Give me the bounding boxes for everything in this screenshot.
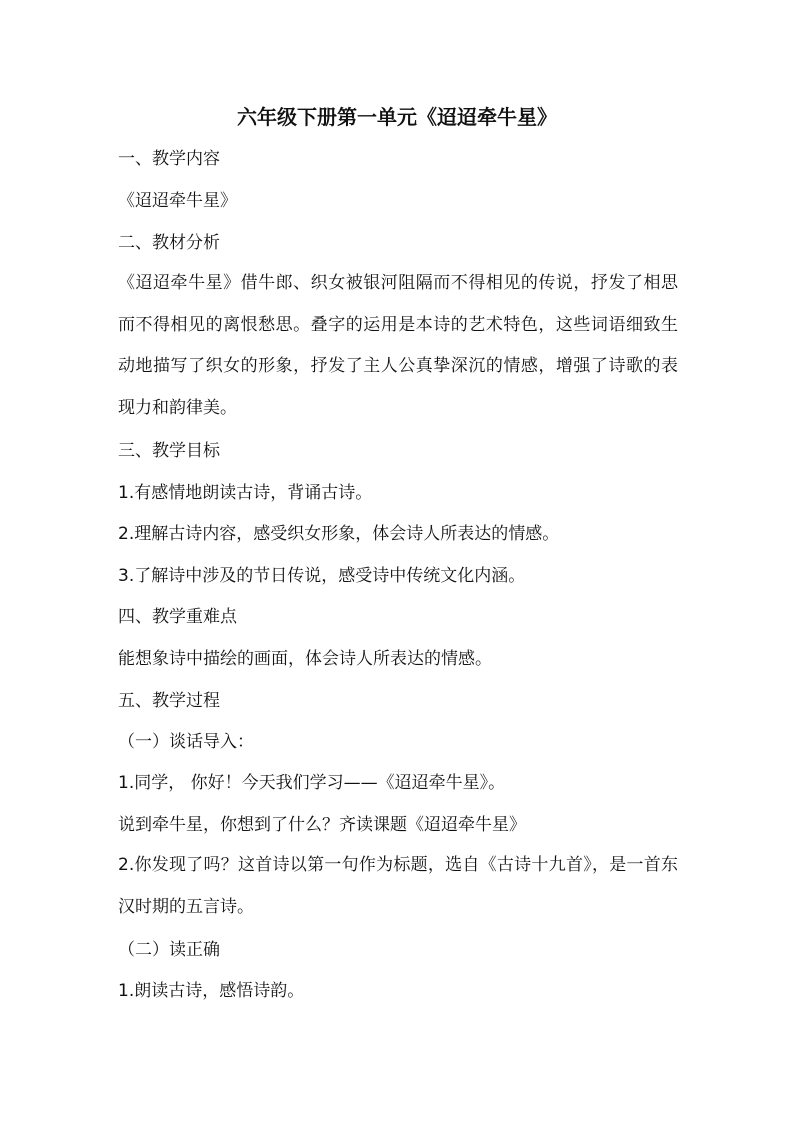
subsection-heading-read: （二）读正确 xyxy=(118,940,220,960)
document-title: 六年级下册第一单元《迢迢牵牛星》 xyxy=(237,105,557,129)
content-text: 《迢迢牵牛星》 xyxy=(118,191,237,211)
section-heading-key-points: 四、教学重难点 xyxy=(118,607,237,627)
goal-item-1: 1.有感情地朗读古诗，背诵古诗。 xyxy=(118,483,373,503)
analysis-paragraph: 《迢迢牵牛星》借牛郎、织女被银河阻隔而不得相见的传说，抒发了相思而不得相见的离恨愁思。叠字的运用是本诗的艺术特色，这些词语细致生动地描写了织女的形象，抒发了主人公真挚深沉的情感，增强了诗歌的表现力和韵律美。 xyxy=(118,273,678,418)
section-heading-process: 五、教学过程 xyxy=(118,691,220,711)
intro-step-2: 2.你发现了吗？这首诗以第一句作为标题，选自《古诗十九首》，是一首东汉时期的五言诗。 xyxy=(118,855,678,917)
key-points-text: 能想象诗中描绘的画面，体会诗人所表达的情感。 xyxy=(118,649,492,669)
intro-step-1: 1.同学， 你好！今天我们学习——《迢迢牵牛星》。 xyxy=(118,773,506,793)
section-heading-content: 一、教学内容 xyxy=(118,149,220,169)
read-step-1: 1.朗读古诗，感悟诗韵。 xyxy=(118,981,305,1001)
subsection-heading-intro: （一）谈话导入： xyxy=(118,732,254,752)
section-heading-analysis: 二、教材分析 xyxy=(118,233,220,253)
goal-item-2: 2.理解古诗内容，感受织女形象，体会诗人所表达的情感。 xyxy=(118,524,560,544)
section-heading-goals: 三、教学目标 xyxy=(118,441,220,461)
intro-step-1-followup: 说到牵牛星，你想到了什么？齐读课题《迢迢牵牛星》 xyxy=(118,815,526,835)
goal-item-3: 3.了解诗中涉及的节日传说，感受诗中传统文化内涵。 xyxy=(118,566,526,586)
